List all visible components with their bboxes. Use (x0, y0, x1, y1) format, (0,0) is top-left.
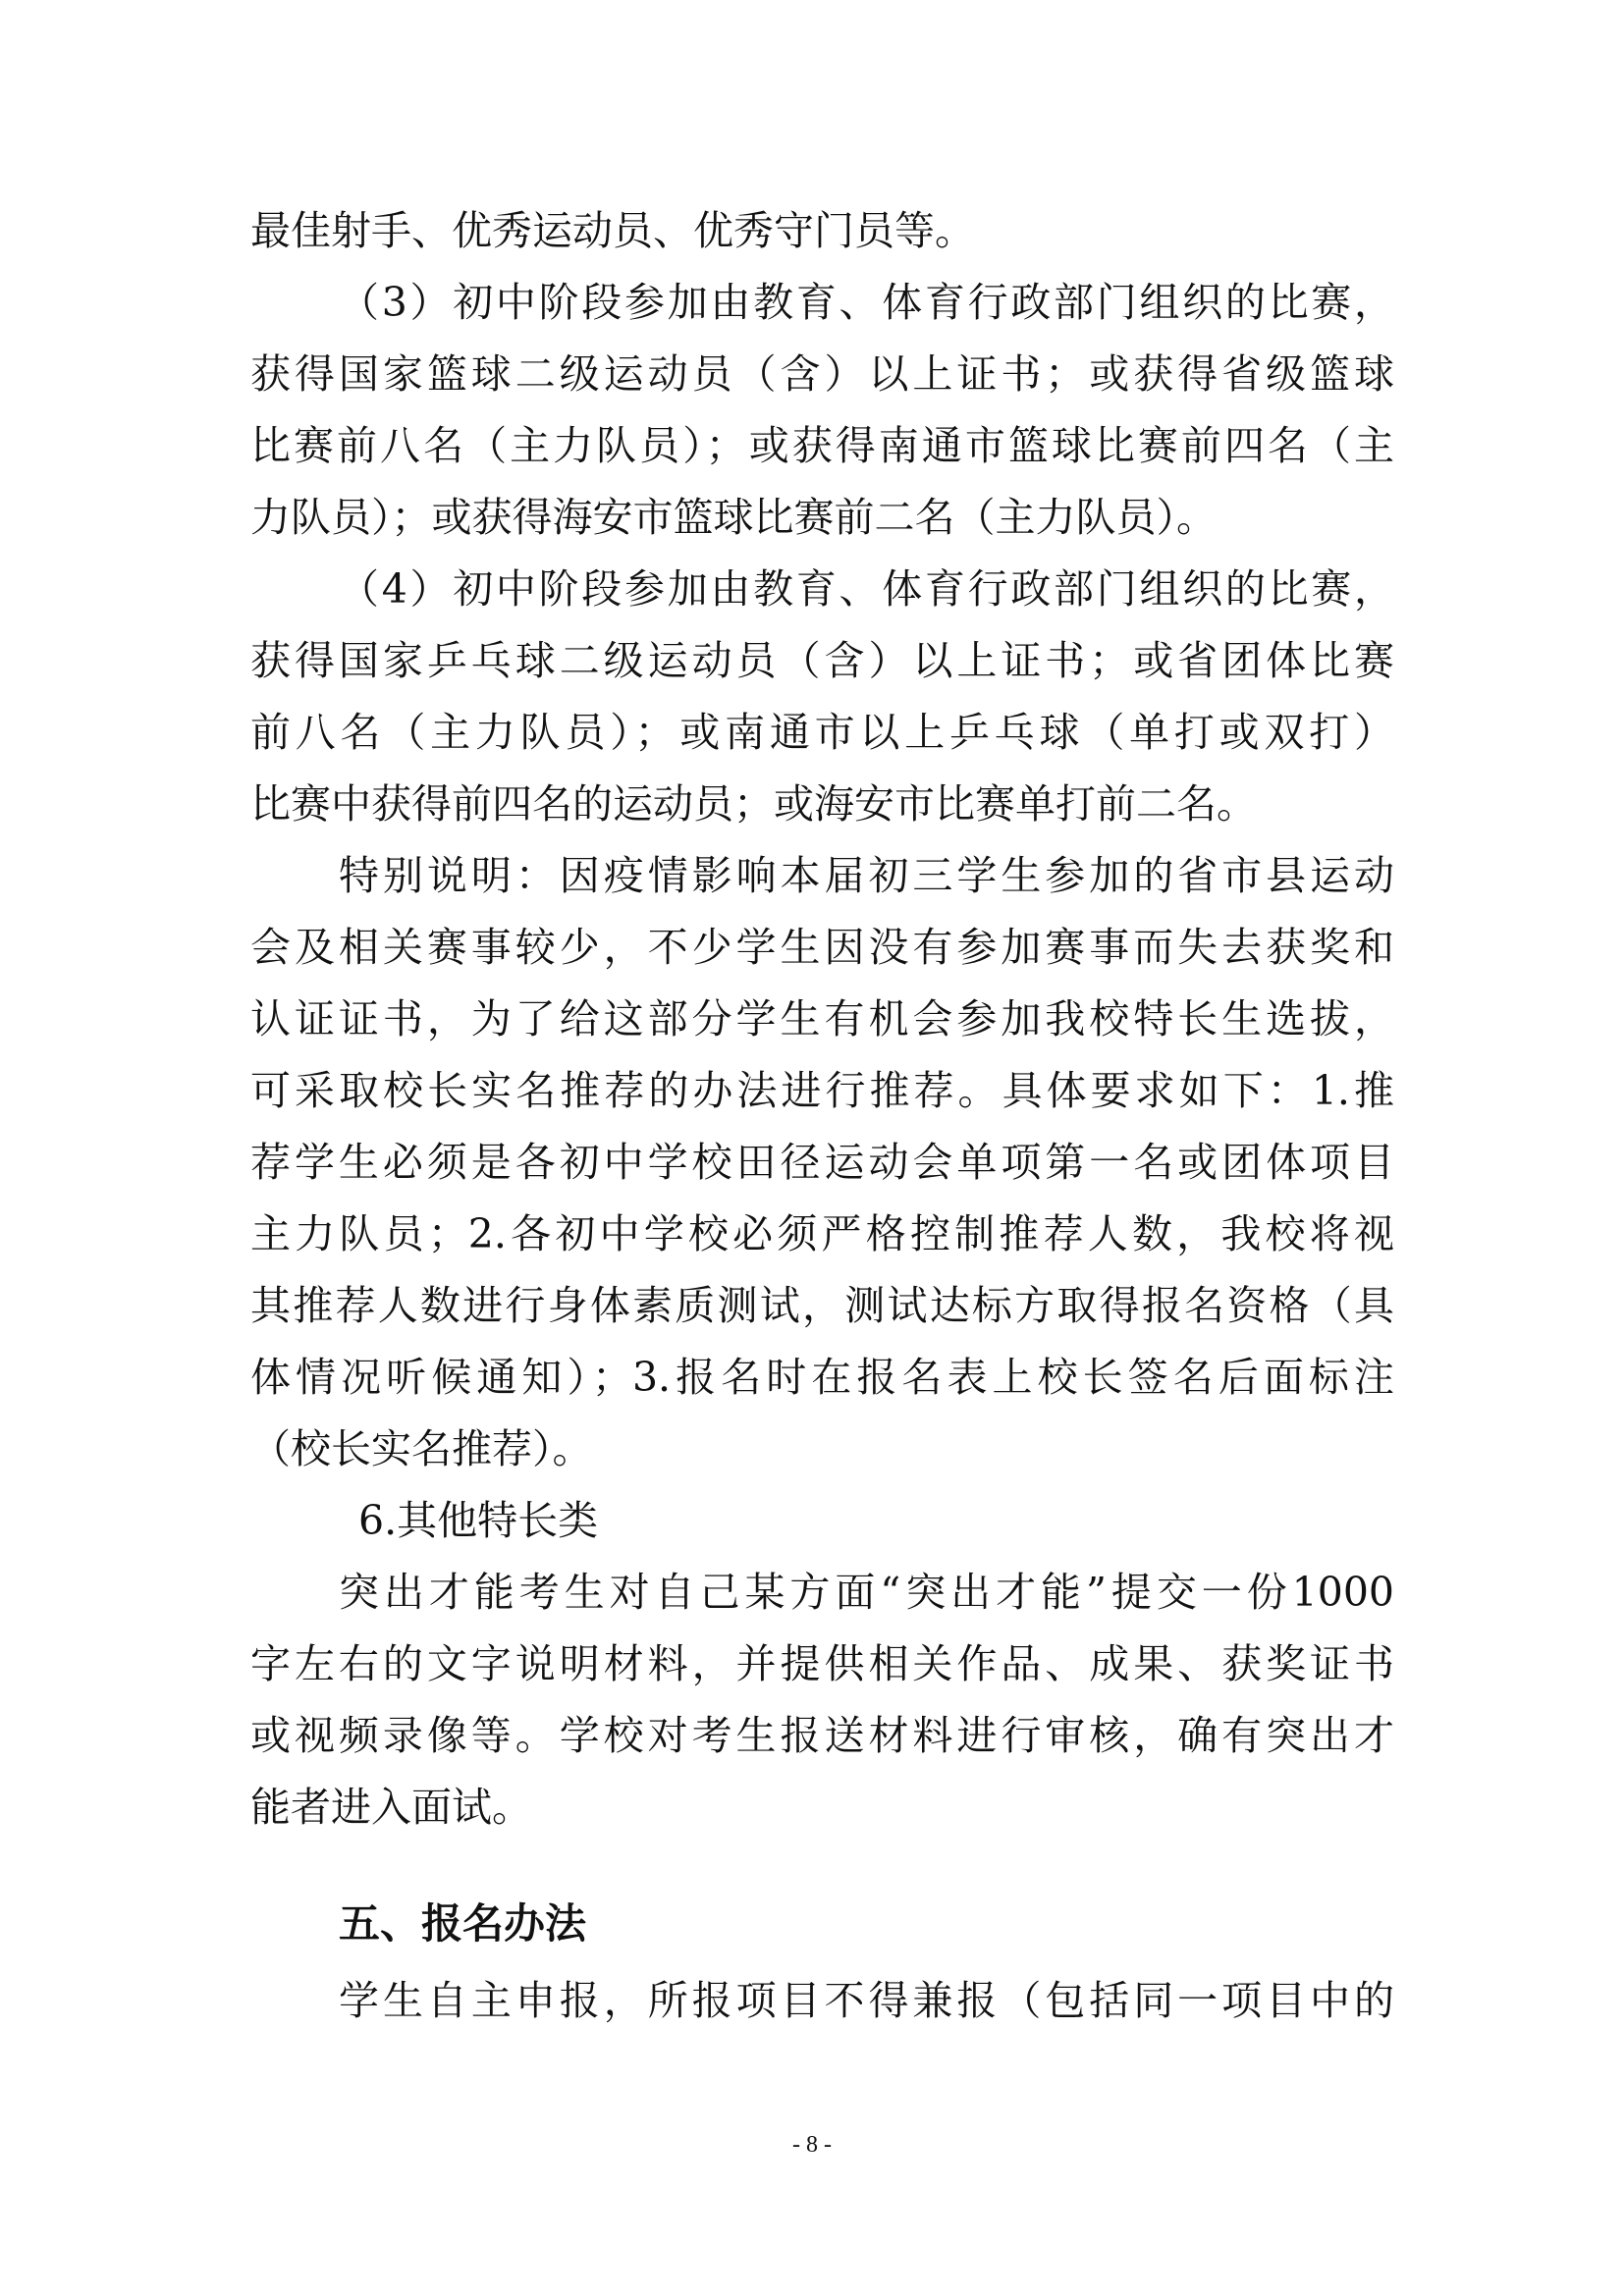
text-line: 比赛中获得前四名的运动员；或海安市比赛单打前二名。 (250, 780, 1257, 828)
text-line: 其推荐人数进行身体素质测试，测试达标方取得报名资格（具 (250, 1282, 1394, 1329)
text-line: 获得国家乒乓球二级运动员（含）以上证书；或省团体比赛 (250, 637, 1394, 684)
text-line: 能者进入面试。 (250, 1784, 532, 1831)
text-line: 体情况听候通知）；3.报名时在报名表上校长签名后面标注 (250, 1354, 1394, 1401)
page-number: - 8 - (792, 2132, 832, 2158)
registration-paragraph-line: 学生自主申报，所报项目不得兼报（包括同一项目中的 (339, 1977, 1394, 2024)
text-line: 字左右的文字说明材料，并提供相关作品、成果、获奖证书 (250, 1640, 1394, 1687)
text-line: （校长实名推荐）。 (250, 1425, 593, 1472)
text-line: 比赛前八名（主力队员）；或获得南通市篮球比赛前四名（主 (250, 422, 1394, 469)
special-note-line: 特别说明：因疫情影响本届初三学生参加的省市县运动 (339, 852, 1394, 899)
text-line: 荐学生必须是各初中学校田径运动会单项第一名或团体项目 (250, 1139, 1394, 1186)
text-line: 力队员）；或获得海安市篮球比赛前二名（主力队员）。 (250, 494, 1217, 541)
text-line: 前八名（主力队员）；或南通市以上乒乓球（单打或双打） (250, 709, 1394, 756)
text-line: 认证证书，为了给这部分学生有机会参加我校特长生选拔， (250, 995, 1394, 1042)
text-line: 主力队员；2.各初中学校必须严格控制推荐人数，我校将视 (250, 1210, 1394, 1257)
section-heading-other-talents: 6.其他特长类 (358, 1497, 599, 1544)
section-heading-registration: 五、报名办法 (339, 1899, 587, 1948)
talent-paragraph-line: 突出才能考生对自己某方面“突出才能”提交一份1000 (339, 1569, 1394, 1616)
text-line: 获得国家篮球二级运动员（含）以上证书；或获得省级篮球 (250, 350, 1394, 398)
text-line: 会及相关赛事较少，不少学生因没有参加赛事而失去获奖和 (250, 924, 1394, 971)
list-item-3-line: （3）初中阶段参加由教育、体育行政部门组织的比赛， (339, 279, 1394, 326)
text-line: 最佳射手、优秀运动员、优秀守门员等。 (250, 207, 975, 254)
text-line: 或视频录像等。学校对考生报送材料进行审核，确有突出才 (250, 1712, 1394, 1759)
text-line: 可采取校长实名推荐的办法进行推荐。具体要求如下：1.推 (250, 1067, 1394, 1114)
list-item-4-line: （4）初中阶段参加由教育、体育行政部门组织的比赛， (339, 565, 1394, 613)
